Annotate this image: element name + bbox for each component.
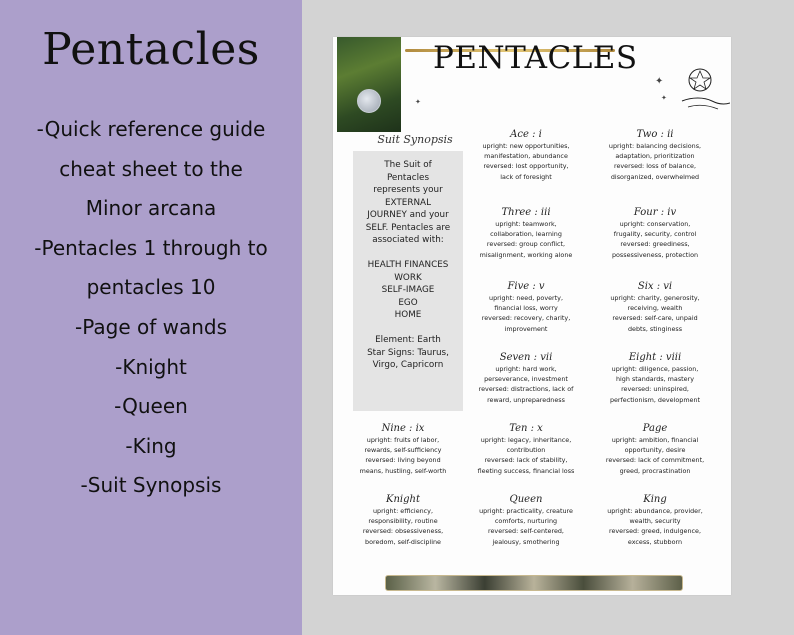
card-six (596, 280, 714, 334)
synopsis-line: Element: Earth (375, 335, 441, 345)
card-line: upright: charity, generosity, (610, 294, 700, 302)
synopsis-title: Suit Synopsis (377, 133, 453, 146)
card-line: rewards, self-sufficiency (364, 446, 442, 455)
hand-pentacle-icon (678, 67, 730, 113)
card-line: upright: fruits of labor, (366, 436, 440, 444)
card-line: reversed: uninspired, (621, 385, 689, 394)
card-line: lack of foresight (500, 172, 552, 181)
card-line: possessiveness, protection (611, 250, 699, 259)
card-line: financial loss, worry (494, 304, 558, 313)
card-line: reversed: lack of stability, (484, 456, 568, 465)
card-line: opportunity, desire (624, 446, 686, 455)
sparkle-icon: ✦ (415, 98, 421, 106)
card-knight (344, 493, 462, 547)
feature-item: -Queen (114, 394, 188, 419)
synopsis-line: HOME (394, 310, 422, 320)
synopsis-line: The Suit of (384, 160, 432, 170)
card-three (467, 206, 585, 260)
synopsis-line (353, 247, 463, 260)
card-line: reversed: group conflict, (486, 240, 566, 249)
feature-item: pentacles 10 (86, 275, 216, 300)
card-line: adaptation, prioritization (615, 152, 695, 161)
card-name: King (643, 494, 667, 505)
card-line: collaboration, learning (490, 230, 562, 239)
card-name: Four : iv (633, 207, 677, 218)
card-name: Page (642, 423, 668, 434)
card-line: debts, stinginess (627, 324, 683, 333)
feature-item: -Suit Synopsis (80, 473, 222, 498)
card-name: Five : v (507, 281, 545, 292)
listing-title: Pentacles (42, 24, 260, 75)
sparkle-icon: ✦ (661, 94, 667, 102)
feature-list (0, 110, 302, 506)
card-line: upright: diligence, passion, (611, 365, 699, 373)
card-five (467, 280, 585, 334)
card-name: Eight : viii (628, 352, 682, 363)
feature-item: -Pentacles 1 through to (34, 235, 268, 260)
synopsis-line: HEALTH FINANCES (367, 260, 449, 270)
card-line: reversed: lost opportunity, (483, 162, 569, 171)
card-line: perfectionism, development (609, 395, 701, 404)
card-line: disorganized, overwhelmed (610, 172, 700, 181)
card-line: reversed: living beyond (365, 456, 441, 465)
feature-item: cheat sheet to the (59, 156, 243, 181)
card-line: upright: practicality, creature (479, 507, 573, 515)
card-line: upright: abundance, provider, (607, 507, 703, 515)
card-name: Seven : vii (499, 352, 553, 363)
feature-item: -Quick reference guide (36, 117, 266, 141)
card-line: reversed: lack of commitment, (605, 456, 705, 465)
card-line: misalignment, working alone (479, 250, 573, 259)
card-line: reversed: self-care, unpaid (612, 314, 698, 323)
card-line: greed, procrastination (619, 466, 691, 475)
card-name: Queen (509, 494, 543, 505)
card-line: receiving, wealth (627, 304, 683, 313)
feature-item: -Knight (115, 354, 187, 379)
card-name: Knight (386, 494, 420, 505)
synopsis-line (353, 322, 463, 335)
card-page (596, 422, 714, 476)
card-line: upright: efficiency, (372, 507, 433, 515)
card-nine (344, 422, 462, 476)
feature-item: -King (125, 433, 177, 458)
synopsis-line: associated with: (372, 235, 444, 245)
feature-item: -Page of wands (74, 314, 228, 339)
synopsis-line: Star Signs: Taurus, (367, 347, 449, 358)
card-line: contribution (506, 446, 546, 455)
card-line: reversed: recovery, charity, (481, 314, 571, 323)
sparkle-icon: ✦ (655, 76, 664, 87)
card-line: reversed: obsessiveness, (362, 527, 444, 536)
card-line: comforts, nurturing (494, 517, 558, 526)
card-line: upright: balancing decisions, (608, 142, 702, 150)
card-line: reversed: distractions, lack of (478, 385, 574, 394)
card-line: means, hustling, self-worth (359, 466, 447, 475)
card-line: boredom, self-discipline (365, 537, 441, 546)
pentacle-coin-icon (357, 89, 381, 113)
card-line: upright: teamwork, (495, 220, 557, 228)
card-line: excess, stubborn (627, 537, 683, 546)
card-eight (596, 351, 714, 405)
synopsis-line: JOURNEY and your (367, 210, 449, 220)
card-line: reversed: self-centered, (488, 527, 564, 536)
synopsis-line: EGO (398, 297, 418, 308)
card-line: high standards, mastery (615, 375, 695, 384)
footer-decorative-image (385, 575, 683, 591)
card-name: Nine : ix (381, 423, 425, 434)
card-ace (467, 128, 585, 182)
card-line: jealousy, smothering (492, 537, 560, 546)
card-name: Six : vi (637, 281, 673, 292)
card-two (596, 128, 714, 182)
synopsis-line: Virgo, Capricorn (372, 360, 444, 370)
synopsis-line: Pentacles (386, 172, 430, 183)
synopsis-line: WORK (394, 272, 422, 283)
document-title: PENTACLES (433, 40, 638, 76)
synopsis-text (353, 159, 463, 372)
card-line: frugality, security, control (613, 230, 697, 239)
synopsis-line: represents your (373, 185, 443, 195)
card-line: upright: ambition, financial (611, 436, 699, 444)
card-name: Ten : x (509, 423, 543, 434)
card-line: manifestation, abundance (484, 152, 568, 161)
card-line: upright: legacy, inheritance, (480, 436, 572, 444)
cheat-sheet-page (333, 37, 731, 595)
card-four (596, 206, 714, 260)
card-line: improvement (504, 324, 548, 333)
card-line: perseverance, investment (484, 375, 568, 384)
card-line: reversed: greed, indulgence, (608, 527, 701, 536)
card-line: reversed: loss of balance, (613, 162, 697, 171)
synopsis-line: SELF. Pentacles are (365, 222, 451, 233)
synopsis-line: EXTERNAL (385, 197, 431, 208)
tarot-card-image (337, 37, 401, 132)
card-line: reward, unpreparedness (487, 395, 565, 404)
card-line: fleeting success, financial loss (477, 466, 575, 475)
card-name: Ace : i (510, 129, 542, 140)
synopsis-line: SELF-IMAGE (381, 285, 435, 295)
card-seven (467, 351, 585, 405)
feature-item: Minor arcana (85, 196, 217, 221)
card-name: Three : iii (501, 207, 551, 218)
card-name: Two : ii (636, 129, 674, 140)
card-line: wealth, security (629, 517, 681, 526)
card-king (596, 493, 714, 547)
card-line: upright: hard work, (495, 365, 557, 373)
card-line: upright: need, poverty, (489, 294, 563, 302)
listing-panel (0, 0, 302, 635)
card-queen (467, 493, 585, 547)
card-line: responsibility, routine (368, 517, 438, 526)
card-line: upright: new opportunities, (482, 142, 570, 150)
card-line: upright: conservation, (619, 220, 691, 228)
card-ten (467, 422, 585, 476)
card-line: reversed: greediness, (620, 240, 690, 249)
